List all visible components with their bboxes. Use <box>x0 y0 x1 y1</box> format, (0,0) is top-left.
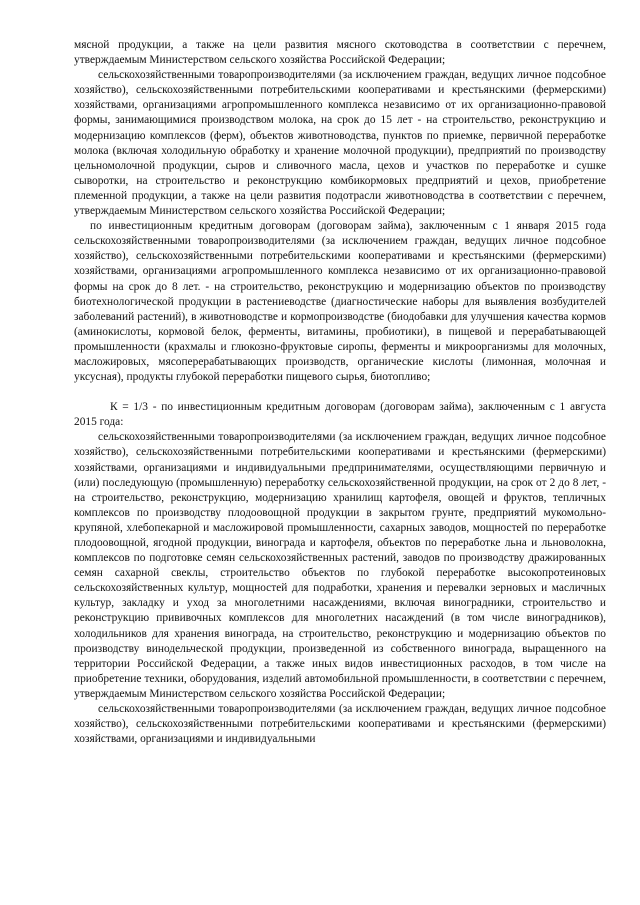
paragraph-meat-production: мясной продукции, а также на цели развития мясного скотоводства в соответствии с перечнем, утверждаемым Министерством сельского хозяйства Российской Федерации; <box>74 39 606 67</box>
paragraph-storage-processing: сельскохозяйственными товаропроизводителями (за исключением граждан, ведущих личное подсобное хозяйство), сельскохозяйственными потребительскими кооперативами и крестьянскими (фермерскими) хозяйствами, организациями и индивидуальными предпринимателями, осуществляющими первичную и (или) последующую (промышленную) переработку сельскохозяйственной продукции, на срок от 2 до 8 лет, - на строительство, реконструкцию, модернизацию хранилищ картофеля, овощей и фруктов, тепличных комплексов по производству плодоовощной продукции в закрытом грунте, предприятий мукомольно-крупяной, хлебопекарной и масложировой промышленности, сахарных заводов, мощностей по переработке плодоовощной, ягодной продукции, винограда и картофеля, объектов по переработке льна и льноволокна, комплексов по подготовке семян сельскохозяйственных растений, заводов по производству дражированных семян сахарной свеклы, строительство объектов по глубокой переработке высокопротеиновых сельскохозяйственных культур, мощностей для подработки, хранения и перевалки зерновых и масличных культур, закладку и уход за многолетними насаждениями, включая виноградники, строительство и реконструкцию прививочных комплексов для многолетних насаждений (в том числе виноградников), холодильников для хранения винограда, на строительство, реконструкцию и модернизацию объектов по производству винодельческой продукции, произведенной из собственного винограда, выращенного на территории Российской Федерации, а также иных видов инвестиционных расходов, в том числе на приобретение техники, оборудования, изделий автомобильной промышленности, в соответствии с перечнем, утверждаемым Министерством сельского хозяйства Российской Федерации; <box>74 431 606 700</box>
paragraph-producers-continued: сельскохозяйственными товаропроизводителями (за исключением граждан, ведущих личное подсобное хозяйство), сельскохозяйственными потребительскими кооперативами и крестьянскими (фермерскими) хозяйствами, организациями и индивидуальными <box>74 703 606 746</box>
document-page <box>74 38 606 747</box>
paragraph-investment-loans-2015: по инвестиционным кредитным договорам (договорам займа), заключенным с 1 января 2015 года сельскохозяйственными товаропроизводителями (за исключением граждан, ведущих личное подсобное хозяйство), сельскохозяйственными потребительскими кооперативами и крестьянскими (фермерскими) хозяйствами, организациями агропромышленного комплекса независимо от их организационно-правовой формы на срок до 8 лет. - на строительство, реконструкцию и модернизацию объектов по производству биотехнологической продукции в растениеводстве (диагностические наборы для выявления возбудителей заболеваний растений), в животноводстве и кормопроизводстве (биодобавки для улучшения качества кормов (аминокислоты, кормовой белок, ферменты, витамины, пробиотики), в пищевой и перерабатывающей промышленности (крахмалы и глюкозно-фруктовые сиропы, ферменты и микроорганизмы для молочных, масложировых, мясоперерабатывающих производств, органические кислоты (лимонная, молочная и уксусная), продукты глубокой переработки пищевого сырья, биотопливо; <box>74 220 606 384</box>
paragraph-milk-producers: сельскохозяйственными товаропроизводителями (за исключением граждан, ведущих личное подсобное хозяйство), сельскохозяйственными потребительскими кооперативами и крестьянскими (фермерскими) хозяйствами, организациями агропромышленного комплекса независимо от их организационно-правовой формы, занимающимися производством молока, на срок до 15 лет - на строительство, реконструкцию и модернизацию комплексов (ферм), объектов животноводства, пунктов по приемке, первичной переработке молока (включая холодильную обработку и хранение молочной продукции), предприятий по производству цельномолочной продукции, сыров и сливочного масла, цехов и участков по переработке и сушке сыворотки, на строительство и реконструкцию комбикормовых предприятий и цехов, приобретение племенной продукции, а также на цели развития подотрасли животноводства в соответствии с перечнем, утверждаемым Министерством сельского хозяйства Российской Федерации; <box>74 69 606 218</box>
paragraph-coefficient-k: К = 1/3 - по инвестиционным кредитным договорам (договорам займа), заключенным с 1 августа 2015 года: <box>74 401 606 429</box>
